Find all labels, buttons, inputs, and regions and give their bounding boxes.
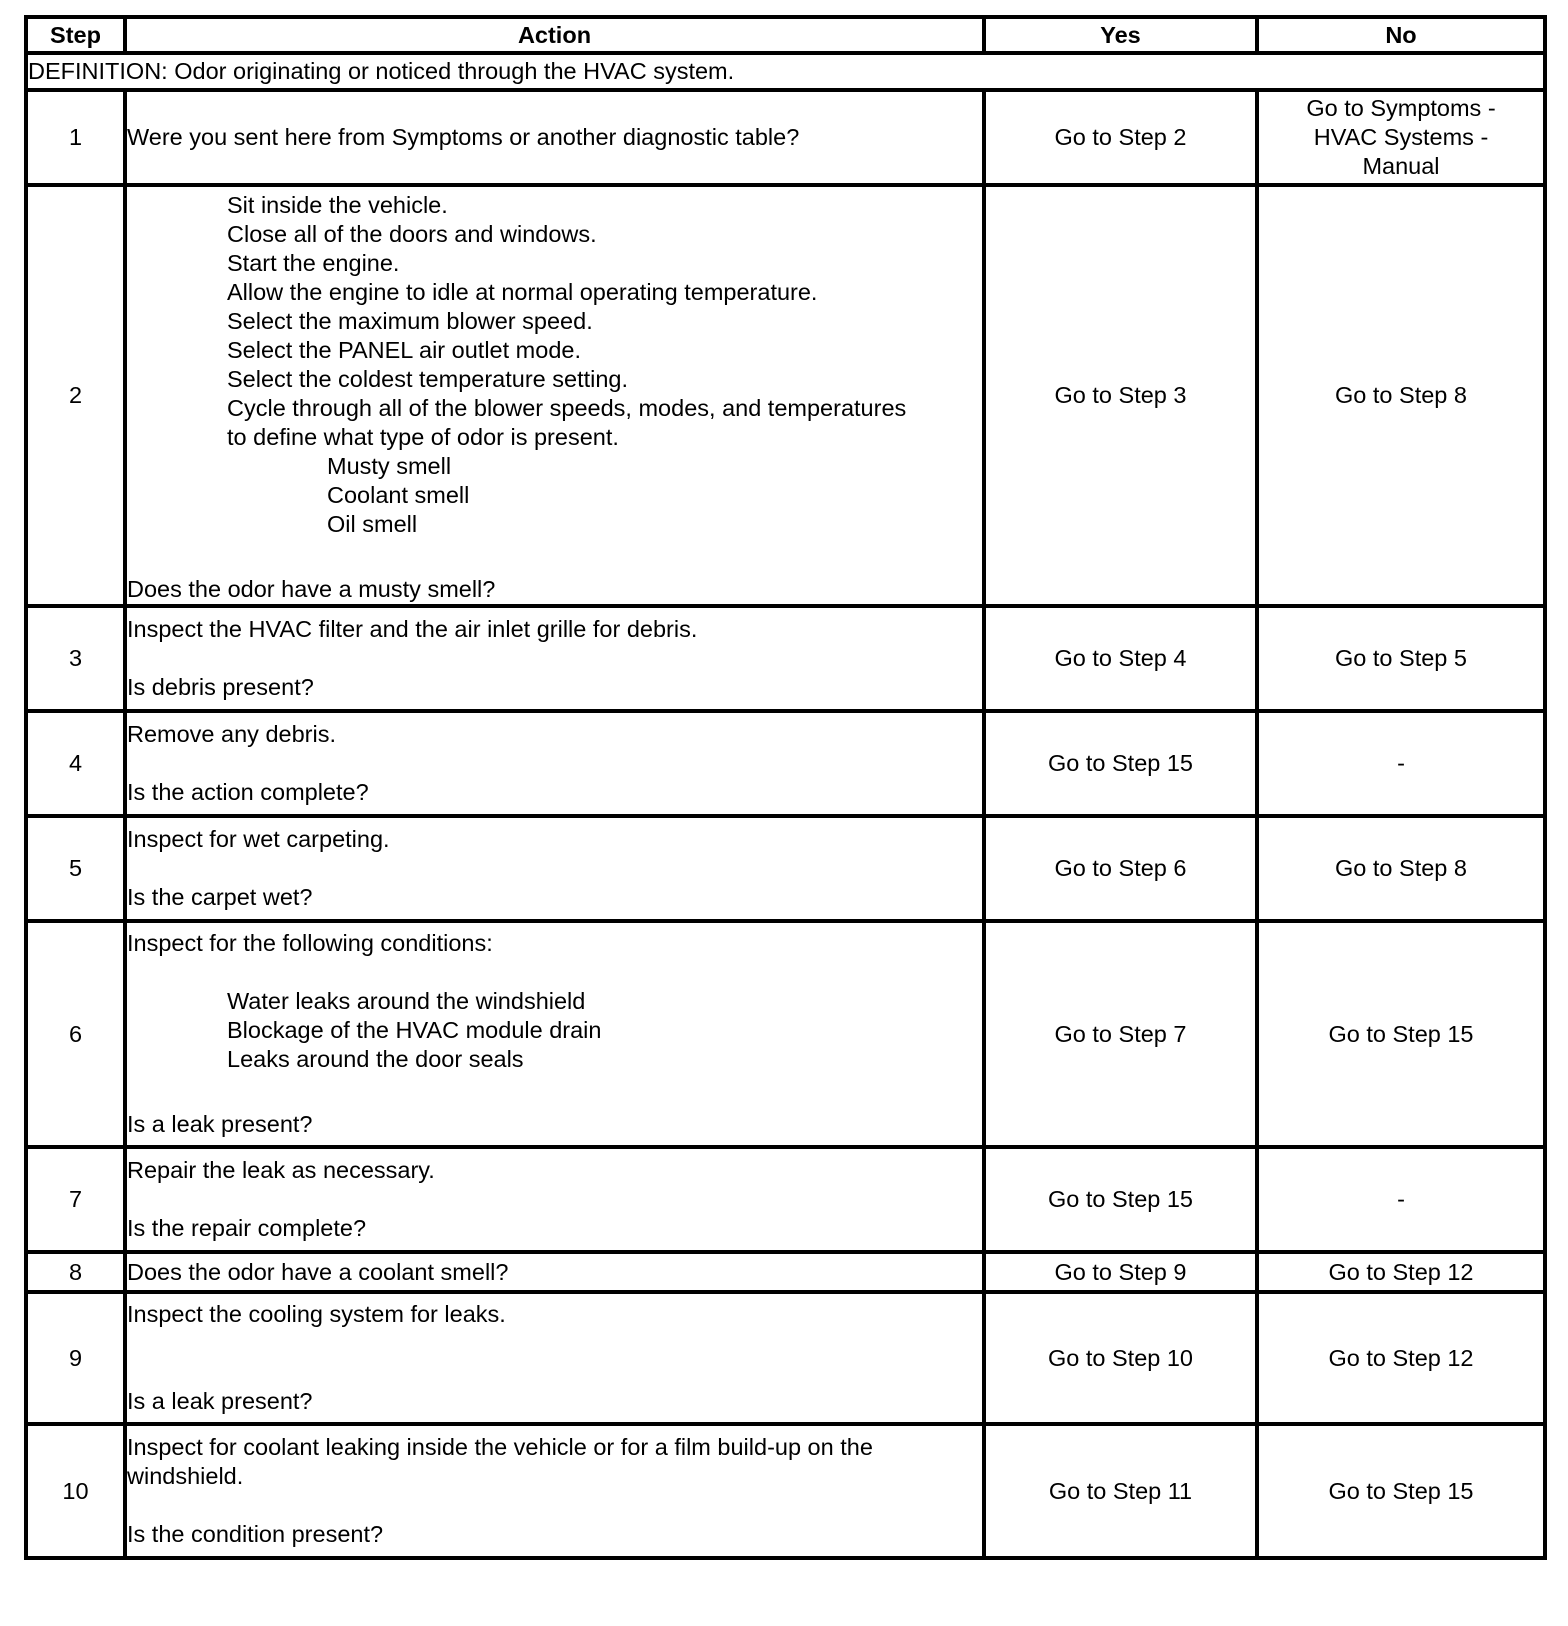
instruction-line: Select the maximum blower speed. [227,308,593,334]
step-number: 2 [26,185,125,606]
question-text: Does the odor have a musty smell? [127,576,496,602]
header-action: Action [125,17,984,53]
sub-item: Blockage of the HVAC module drain [227,1017,602,1043]
table-row [26,185,1545,606]
no-result: Go to Step 12 [1257,1252,1545,1292]
sub-item: Oil smell [327,511,418,537]
question-text: Is the carpet wet? [127,884,313,910]
step-number: 1 [26,90,125,185]
question-text: Is a leak present? [127,1388,313,1414]
action-cell [125,1424,984,1558]
action-text: Inspect the HVAC filter and the air inlet grille for debris. [127,616,698,642]
action-text: Inspect for wet carpeting. [127,826,390,852]
table-row [26,1424,1545,1558]
question-text: Is the action complete? [127,779,369,805]
table-row [26,1147,1545,1252]
action-text: Inspect the cooling system for leaks. [127,1301,506,1327]
sub-item: Musty smell [327,453,452,479]
table-row [26,711,1545,816]
yes-result: Go to Step 15 [984,711,1257,816]
no-result: Go to Step 8 [1257,816,1545,921]
yes-result: Go to Step 3 [984,185,1257,606]
table-row [26,1292,1545,1424]
table-row [26,816,1545,921]
question-text: Is the condition present? [127,1521,384,1547]
action-text: Were you sent here from Symptoms or another diagnostic table? [125,90,984,185]
step-number: 7 [26,1147,125,1252]
sub-item: Leaks around the door seals [227,1046,524,1072]
no-result: Go to Step 12 [1257,1292,1545,1424]
question-text: Is debris present? [127,674,314,700]
table-row [26,90,1545,185]
table-row [26,606,1545,711]
no-result: Go to Step 5 [1257,606,1545,711]
action-cell [125,1292,984,1424]
instruction-line: to define what type of odor is present. [227,424,619,450]
diagnostic-table [24,15,1547,1560]
instruction-line: Start the engine. [227,250,400,276]
action-text: Remove any debris. [127,721,336,747]
no-result [1257,90,1545,185]
instruction-line: Select the PANEL air outlet mode. [227,337,581,363]
instruction-line: Select the coldest temperature setting. [227,366,629,392]
action-cell [125,711,984,816]
definition-text: DEFINITION: Odor originating or noticed through the HVAC system. [26,53,1545,90]
action-text: Inspect for the following conditions: [127,930,493,956]
header-no: No [1257,17,1545,53]
action-cell [125,606,984,711]
no-result: Go to Step 15 [1257,1424,1545,1558]
yes-result: Go to Step 7 [984,921,1257,1147]
yes-result: Go to Step 15 [984,1147,1257,1252]
no-result: - [1257,1147,1545,1252]
no-result-line: Go to Symptoms - [1306,95,1496,121]
action-text: Does the odor have a coolant smell? [125,1252,984,1292]
sub-item: Water leaks around the windshield [227,988,586,1014]
instruction-line: Allow the engine to idle at normal operating temperature. [227,279,818,305]
step-number: 8 [26,1252,125,1292]
question-text: Is a leak present? [127,1111,313,1137]
step-number: 9 [26,1292,125,1424]
instruction-line: Sit inside the vehicle. [227,192,448,218]
yes-result: Go to Step 9 [984,1252,1257,1292]
yes-result: Go to Step 10 [984,1292,1257,1424]
no-result-line: Manual [1362,153,1440,179]
step-number: 5 [26,816,125,921]
table-row [26,921,1545,1147]
step-number: 10 [26,1424,125,1558]
definition-row [26,53,1545,90]
sub-item: Coolant smell [327,482,470,508]
header-step: Step [26,17,125,53]
table-row [26,1252,1545,1292]
action-text: Repair the leak as necessary. [127,1157,435,1183]
action-cell [125,1147,984,1252]
no-result: - [1257,711,1545,816]
header-row [26,17,1545,53]
step-number: 6 [26,921,125,1147]
instruction-line: Close all of the doors and windows. [227,221,597,247]
header-yes: Yes [984,17,1257,53]
yes-result: Go to Step 4 [984,606,1257,711]
instruction-line: Cycle through all of the blower speeds, modes, and temperatures [227,395,907,421]
action-cell [125,185,984,606]
action-cell [125,921,984,1147]
yes-result: Go to Step 6 [984,816,1257,921]
action-text-line: Inspect for coolant leaking inside the vehicle or for a film build-up on the [127,1434,873,1460]
no-result: Go to Step 15 [1257,921,1545,1147]
action-text-line: windshield. [127,1463,244,1489]
yes-result: Go to Step 2 [984,90,1257,185]
step-number: 3 [26,606,125,711]
step-number: 4 [26,711,125,816]
no-result: Go to Step 8 [1257,185,1545,606]
action-cell [125,816,984,921]
question-text: Is the repair complete? [127,1215,367,1241]
no-result-line: HVAC Systems - [1313,124,1489,150]
yes-result: Go to Step 11 [984,1424,1257,1558]
